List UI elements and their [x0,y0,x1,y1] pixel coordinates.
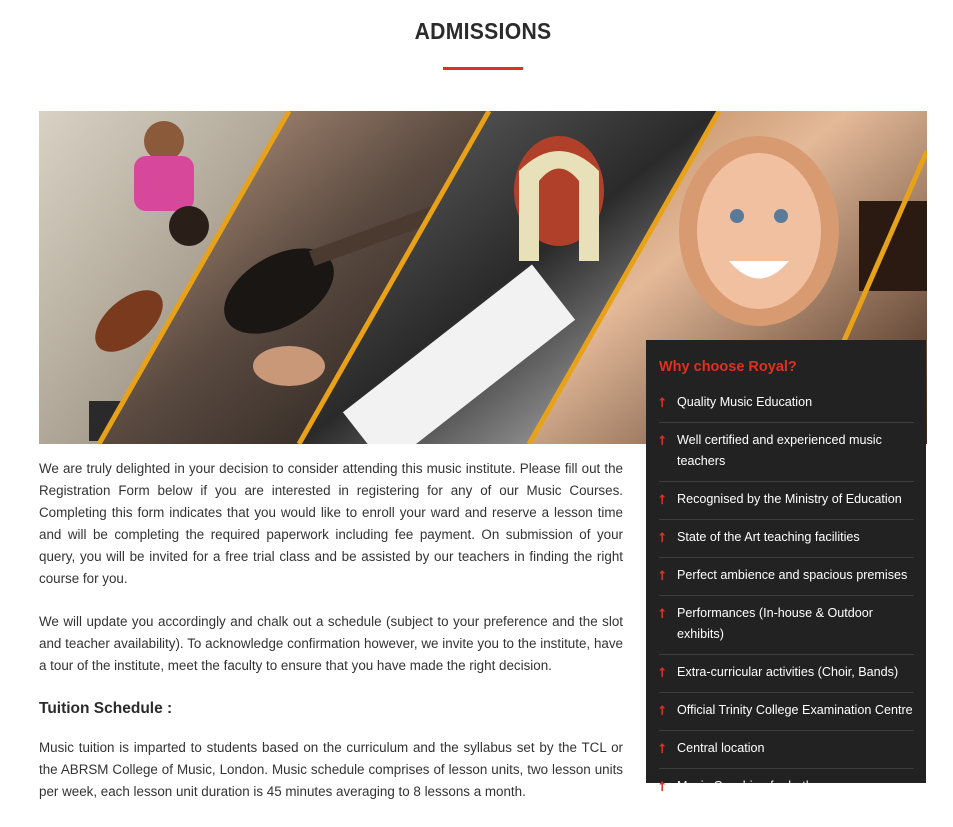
list-item [659,596,914,655]
list-item-label: Well certified and experienced music teachers [677,433,882,468]
list-item-label: State of the Art teaching facilities [677,530,860,544]
list-item [659,693,914,731]
up-arrow-icon: ⭡ [659,530,666,545]
why-choose-panel [646,340,926,814]
list-item [659,520,914,558]
list-item-label: Extra-curricular activities (Choir, Bands) [677,665,899,679]
list-item [659,482,914,520]
list-item-label: Perfect ambience and spacious premises [677,568,908,582]
list-item [659,655,914,693]
page-title: ADMISSIONS [414,18,552,44]
admissions-content [39,458,623,824]
up-arrow-icon: ⭡ [659,395,666,410]
up-arrow-icon: ⭡ [659,606,666,621]
list-item [659,385,914,423]
list-item [659,731,914,769]
intro-paragraph: We are truly delighted in your decision to consider attending this music institute. Please fill out the Registration Form below if you are interested in registering for any of our Music Courses. Completing this form indicates that you would like to enroll your ward and reserve a lesson time and will be completing the required paperwork including fee payment. On submission of your query, you will be invited for a free trial class and be assisted by our teachers in finding the right course for you. [39,461,623,586]
up-arrow-icon: ⭡ [659,568,666,583]
list-item [659,423,914,482]
list-item-label: Performances (In-house & Outdoor exhibits) [677,606,873,641]
title-underline [443,67,523,70]
panel-title: Why choose Royal? [659,359,797,375]
tuition-paragraph: Music tuition is imparted to students based on the curriculum and the syllabus set by the TCL or the ABRSM College of Music, London. Music schedule comprises of lesson units, two lesson units per week, each lesson unit duration is 45 minutes averaging to 8 lessons a month. [39,740,623,799]
up-arrow-icon: ⭡ [659,433,666,448]
intro-paragraph: We will update you accordingly and chalk out a schedule (subject to your preference and the slot and teacher availability). To acknowledge confirmation however, we invite you to the institute, have a tour of the institute, meet the faculty to ensure that you have made the right decision. [39,614,623,673]
list-item-label: Official Trinity College Examination Centre [677,703,913,717]
up-arrow-icon: ⭡ [659,703,666,718]
up-arrow-icon: ⭡ [659,665,666,680]
list-item [659,769,914,827]
tuition-heading: Tuition Schedule : [39,700,173,717]
list-item-label: Recognised by the Ministry of Education [677,492,902,506]
up-arrow-icon: ⭡ [659,779,666,794]
list-item [659,558,914,596]
list-item-label: Music Coaching for both curriculums(Trinity & ABRSM) [659,779,826,814]
list-item-label: Central location [677,741,765,755]
list-item-label: Quality Music Education [677,395,813,409]
up-arrow-icon: ⭡ [659,741,666,756]
benefits-list [659,385,914,827]
up-arrow-icon: ⭡ [659,492,666,507]
